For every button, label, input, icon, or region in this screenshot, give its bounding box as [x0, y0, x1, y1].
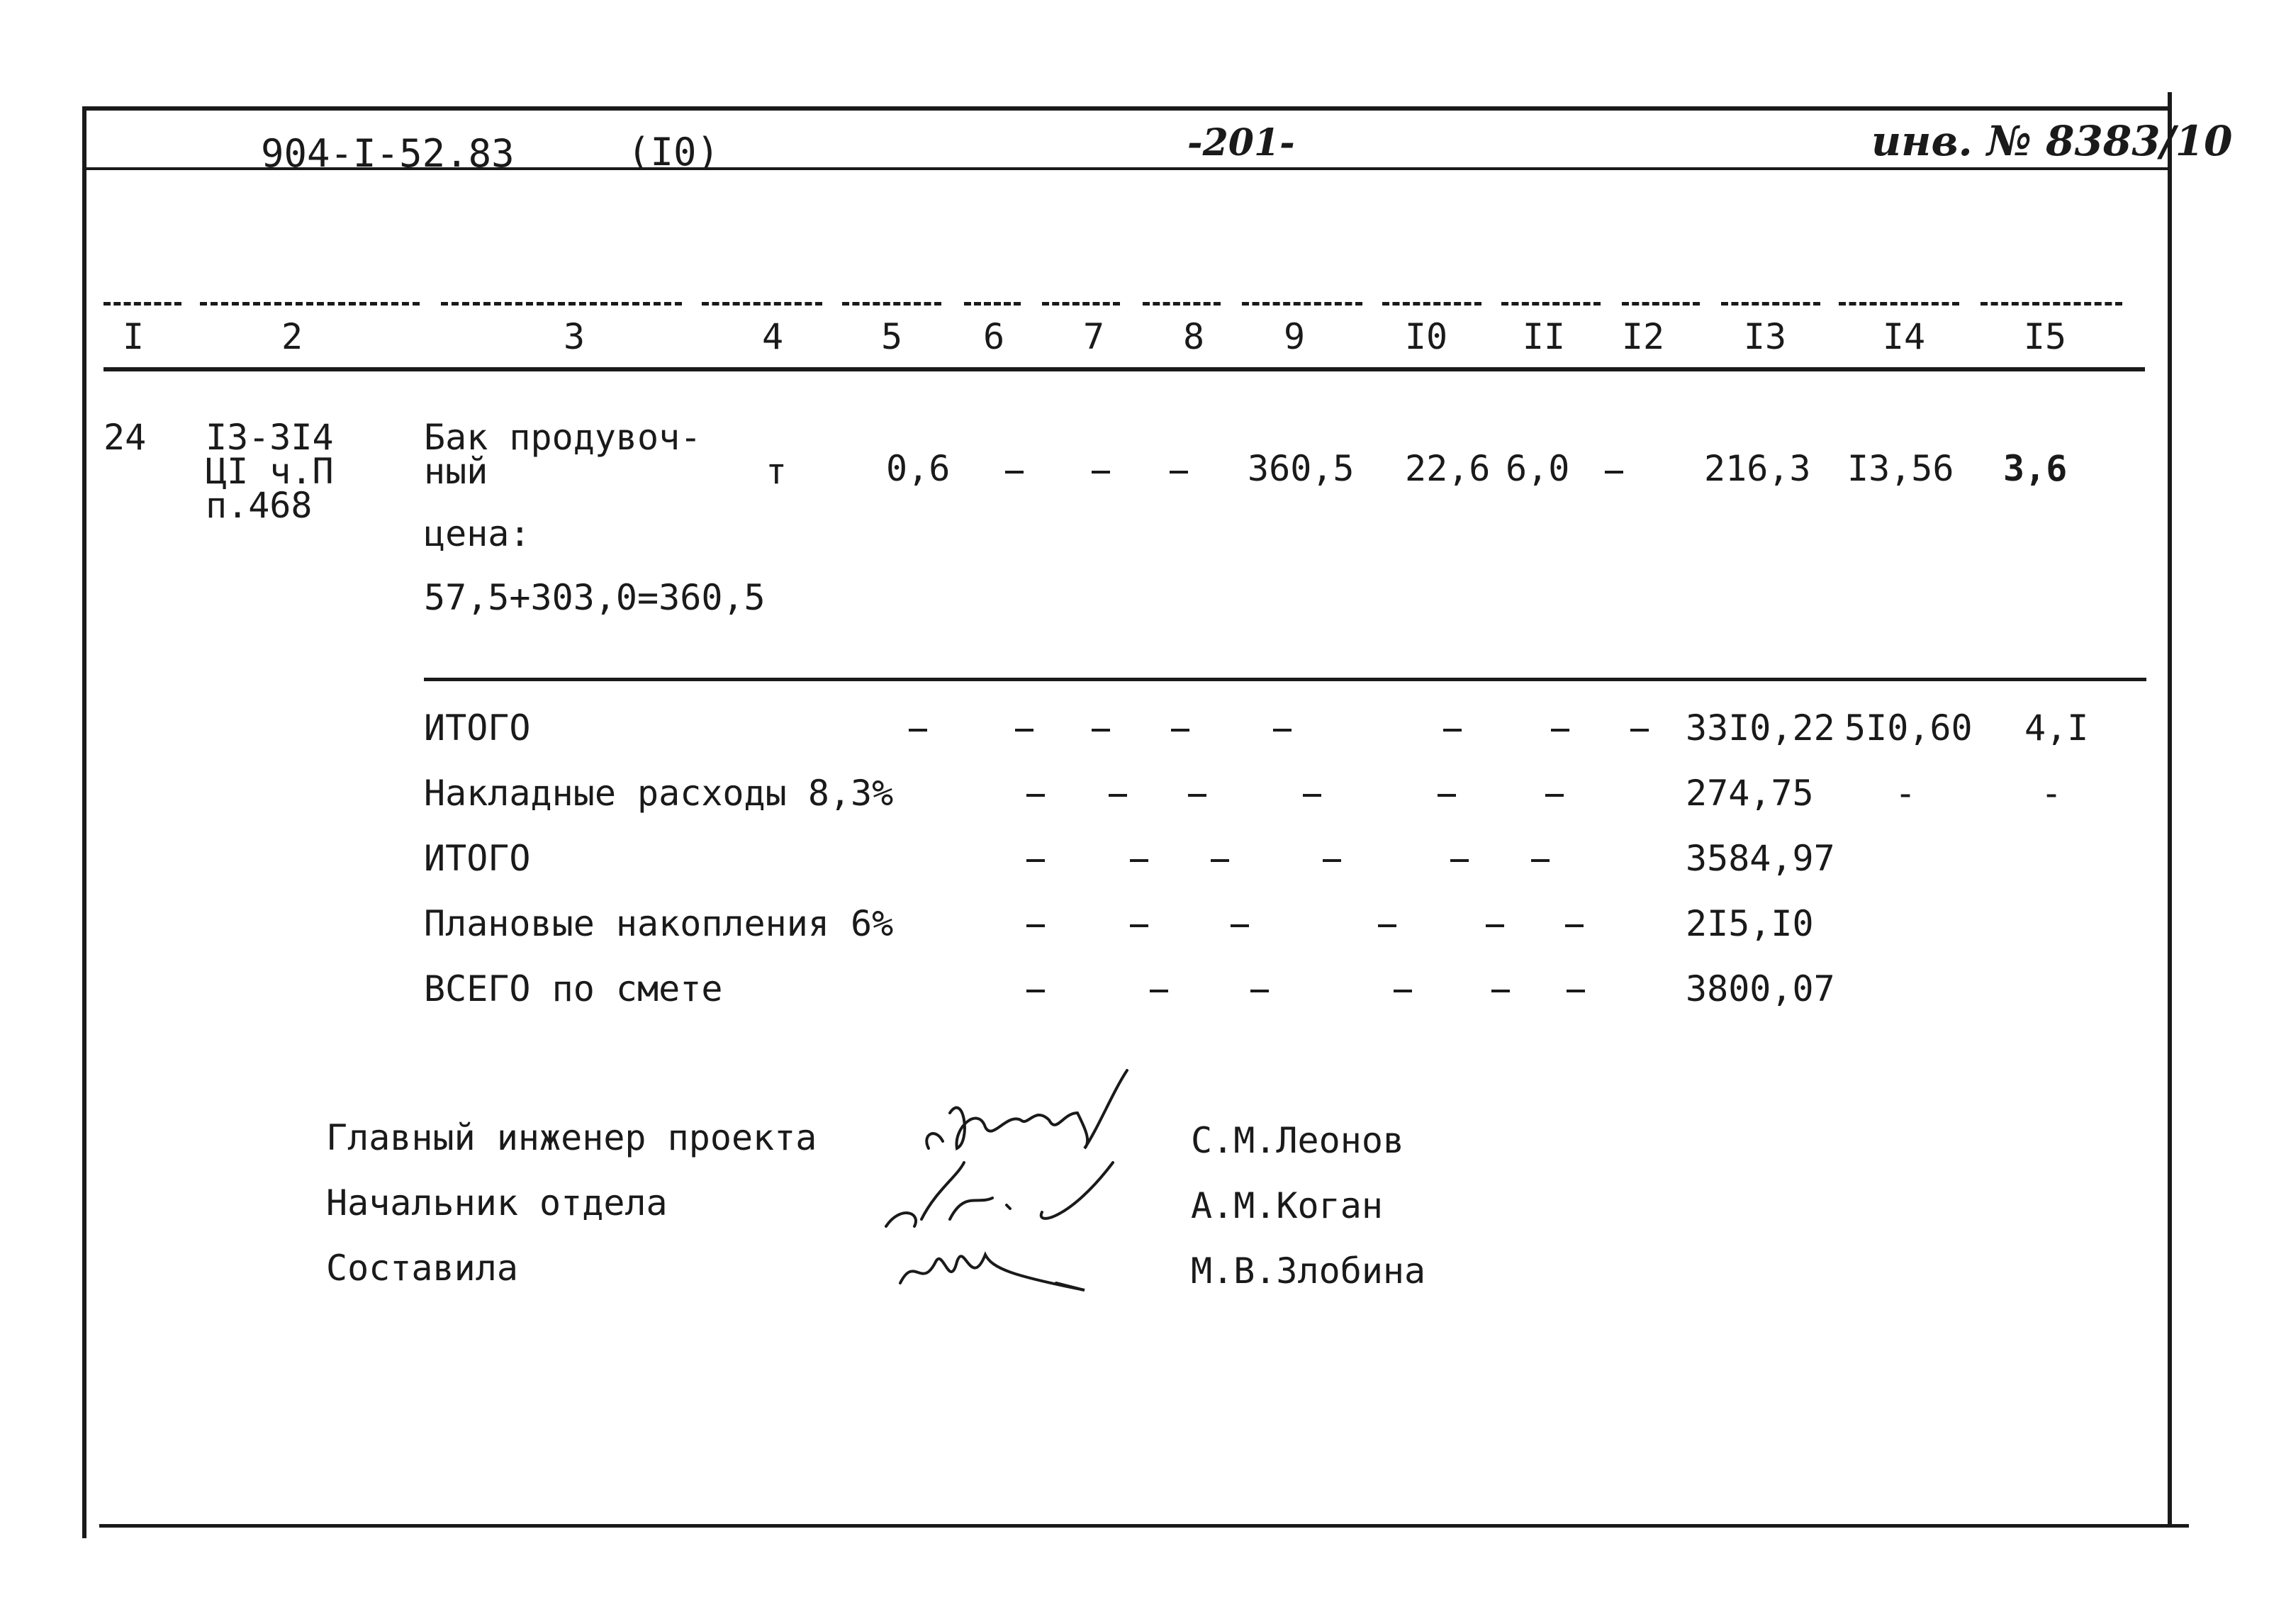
column-number: 7 — [1082, 316, 1105, 357]
column-number: 9 — [1283, 316, 1306, 357]
dash — [1026, 794, 1045, 797]
frame-bottom — [99, 1524, 2189, 1528]
totals-label: ВСЕГО по смете — [424, 968, 723, 1009]
totals-col13: 33I0,22 — [1686, 707, 1835, 749]
dash — [1026, 990, 1045, 992]
frame-top — [82, 106, 2172, 111]
column-number: I0 — [1404, 316, 1448, 357]
dash — [1231, 924, 1249, 927]
row-name: ный — [424, 451, 488, 492]
header-underline — [103, 367, 2145, 371]
row-col13: 216,3 — [1704, 448, 1811, 489]
totals-col15: - — [2040, 773, 2063, 814]
signature-role: Начальник отдела — [326, 1182, 668, 1223]
column-number: 8 — [1182, 316, 1205, 357]
dash — [1171, 729, 1189, 732]
dash — [1630, 729, 1649, 732]
dash — [1545, 794, 1564, 797]
dash — [1015, 729, 1033, 732]
dash — [1150, 990, 1168, 992]
dash — [1188, 794, 1206, 797]
column-number: II — [1522, 316, 1566, 357]
column-number: 5 — [880, 316, 903, 357]
dash — [1323, 859, 1341, 862]
column-number: 4 — [761, 316, 784, 357]
dash — [1531, 859, 1550, 862]
signature-name: А.М.Коган — [1191, 1185, 1383, 1226]
row-col9: 360,5 — [1248, 448, 1355, 489]
row-col11: 6,0 — [1506, 448, 1570, 489]
price-label: цена: — [424, 513, 531, 554]
price-formula: 57,5+303,0=360,5 — [424, 577, 766, 618]
signature-role: Главный инженер проекта — [326, 1117, 817, 1158]
row-number: 24 — [103, 417, 147, 458]
dash — [1092, 729, 1110, 732]
dash — [1438, 794, 1456, 797]
row-col14: I3,56 — [1847, 448, 1954, 489]
inventory-number: инв. № 8383/10 — [1871, 117, 2233, 165]
totals-label: ИТОГО — [424, 838, 531, 879]
row-name: Бак продувоч- — [424, 417, 702, 458]
dash — [1567, 990, 1585, 992]
column-number: 3 — [563, 316, 586, 357]
dash — [1211, 859, 1229, 862]
totals-divider — [424, 678, 2146, 681]
dash — [1565, 924, 1584, 927]
dash — [1026, 924, 1045, 927]
row-col15: 3,6 — [2003, 448, 2068, 489]
page-number: -201- — [1187, 121, 1295, 164]
frame-right — [2168, 92, 2172, 1524]
signature-name: М.В.Злобина — [1191, 1250, 1426, 1292]
row-code: ЦI ч.П — [206, 451, 334, 492]
dash — [909, 729, 927, 732]
totals-col15: 4,I — [2024, 707, 2089, 749]
totals-col14: 5I0,60 — [1844, 707, 1973, 749]
doc-number: 904-I-52.83 — [261, 131, 515, 176]
dash — [1486, 924, 1504, 927]
dash — [1005, 471, 1024, 474]
row-code: I3-3I4 — [206, 417, 334, 458]
dash — [1394, 990, 1412, 992]
frame-left — [82, 106, 86, 1538]
dash — [1109, 794, 1127, 797]
totals-label: ИТОГО — [424, 707, 531, 749]
dash — [1130, 859, 1148, 862]
dash — [1551, 729, 1569, 732]
column-number: 2 — [281, 316, 303, 357]
sheet-code: (I0) — [627, 130, 720, 174]
dash — [1303, 794, 1321, 797]
dash — [1450, 859, 1469, 862]
dash — [1130, 924, 1148, 927]
totals-col14: - — [1894, 773, 1917, 814]
signature-zlobina — [893, 1226, 1106, 1304]
totals-col13: 3584,97 — [1686, 838, 1835, 879]
dash — [1273, 729, 1292, 732]
dash — [1092, 471, 1110, 474]
row-col10: 22,6 — [1405, 448, 1491, 489]
totals-label: Накладные расходы 8,3% — [424, 773, 894, 814]
dash — [1026, 859, 1045, 862]
totals-col13: 274,75 — [1686, 773, 1814, 814]
row-unit: т — [766, 451, 788, 492]
dash — [1605, 471, 1623, 474]
totals-col13: 2I5,I0 — [1686, 903, 1814, 944]
row-code: п.468 — [206, 485, 313, 526]
column-number: 6 — [982, 316, 1005, 357]
dash — [1250, 990, 1269, 992]
signature-name: С.М.Леонов — [1191, 1120, 1405, 1161]
dash — [1378, 924, 1396, 927]
dash — [1170, 471, 1188, 474]
row-col5: 0,6 — [886, 448, 951, 489]
column-number: I2 — [1621, 316, 1665, 357]
column-number: I — [122, 316, 145, 357]
dash — [1443, 729, 1462, 732]
column-number: I3 — [1743, 316, 1787, 357]
totals-label: Плановые накопления 6% — [424, 903, 894, 944]
column-number: I5 — [2023, 316, 2067, 357]
signature-role: Составила — [326, 1248, 518, 1289]
column-number: I4 — [1882, 316, 1926, 357]
totals-col13: 3800,07 — [1686, 968, 1835, 1009]
dash — [1491, 990, 1510, 992]
